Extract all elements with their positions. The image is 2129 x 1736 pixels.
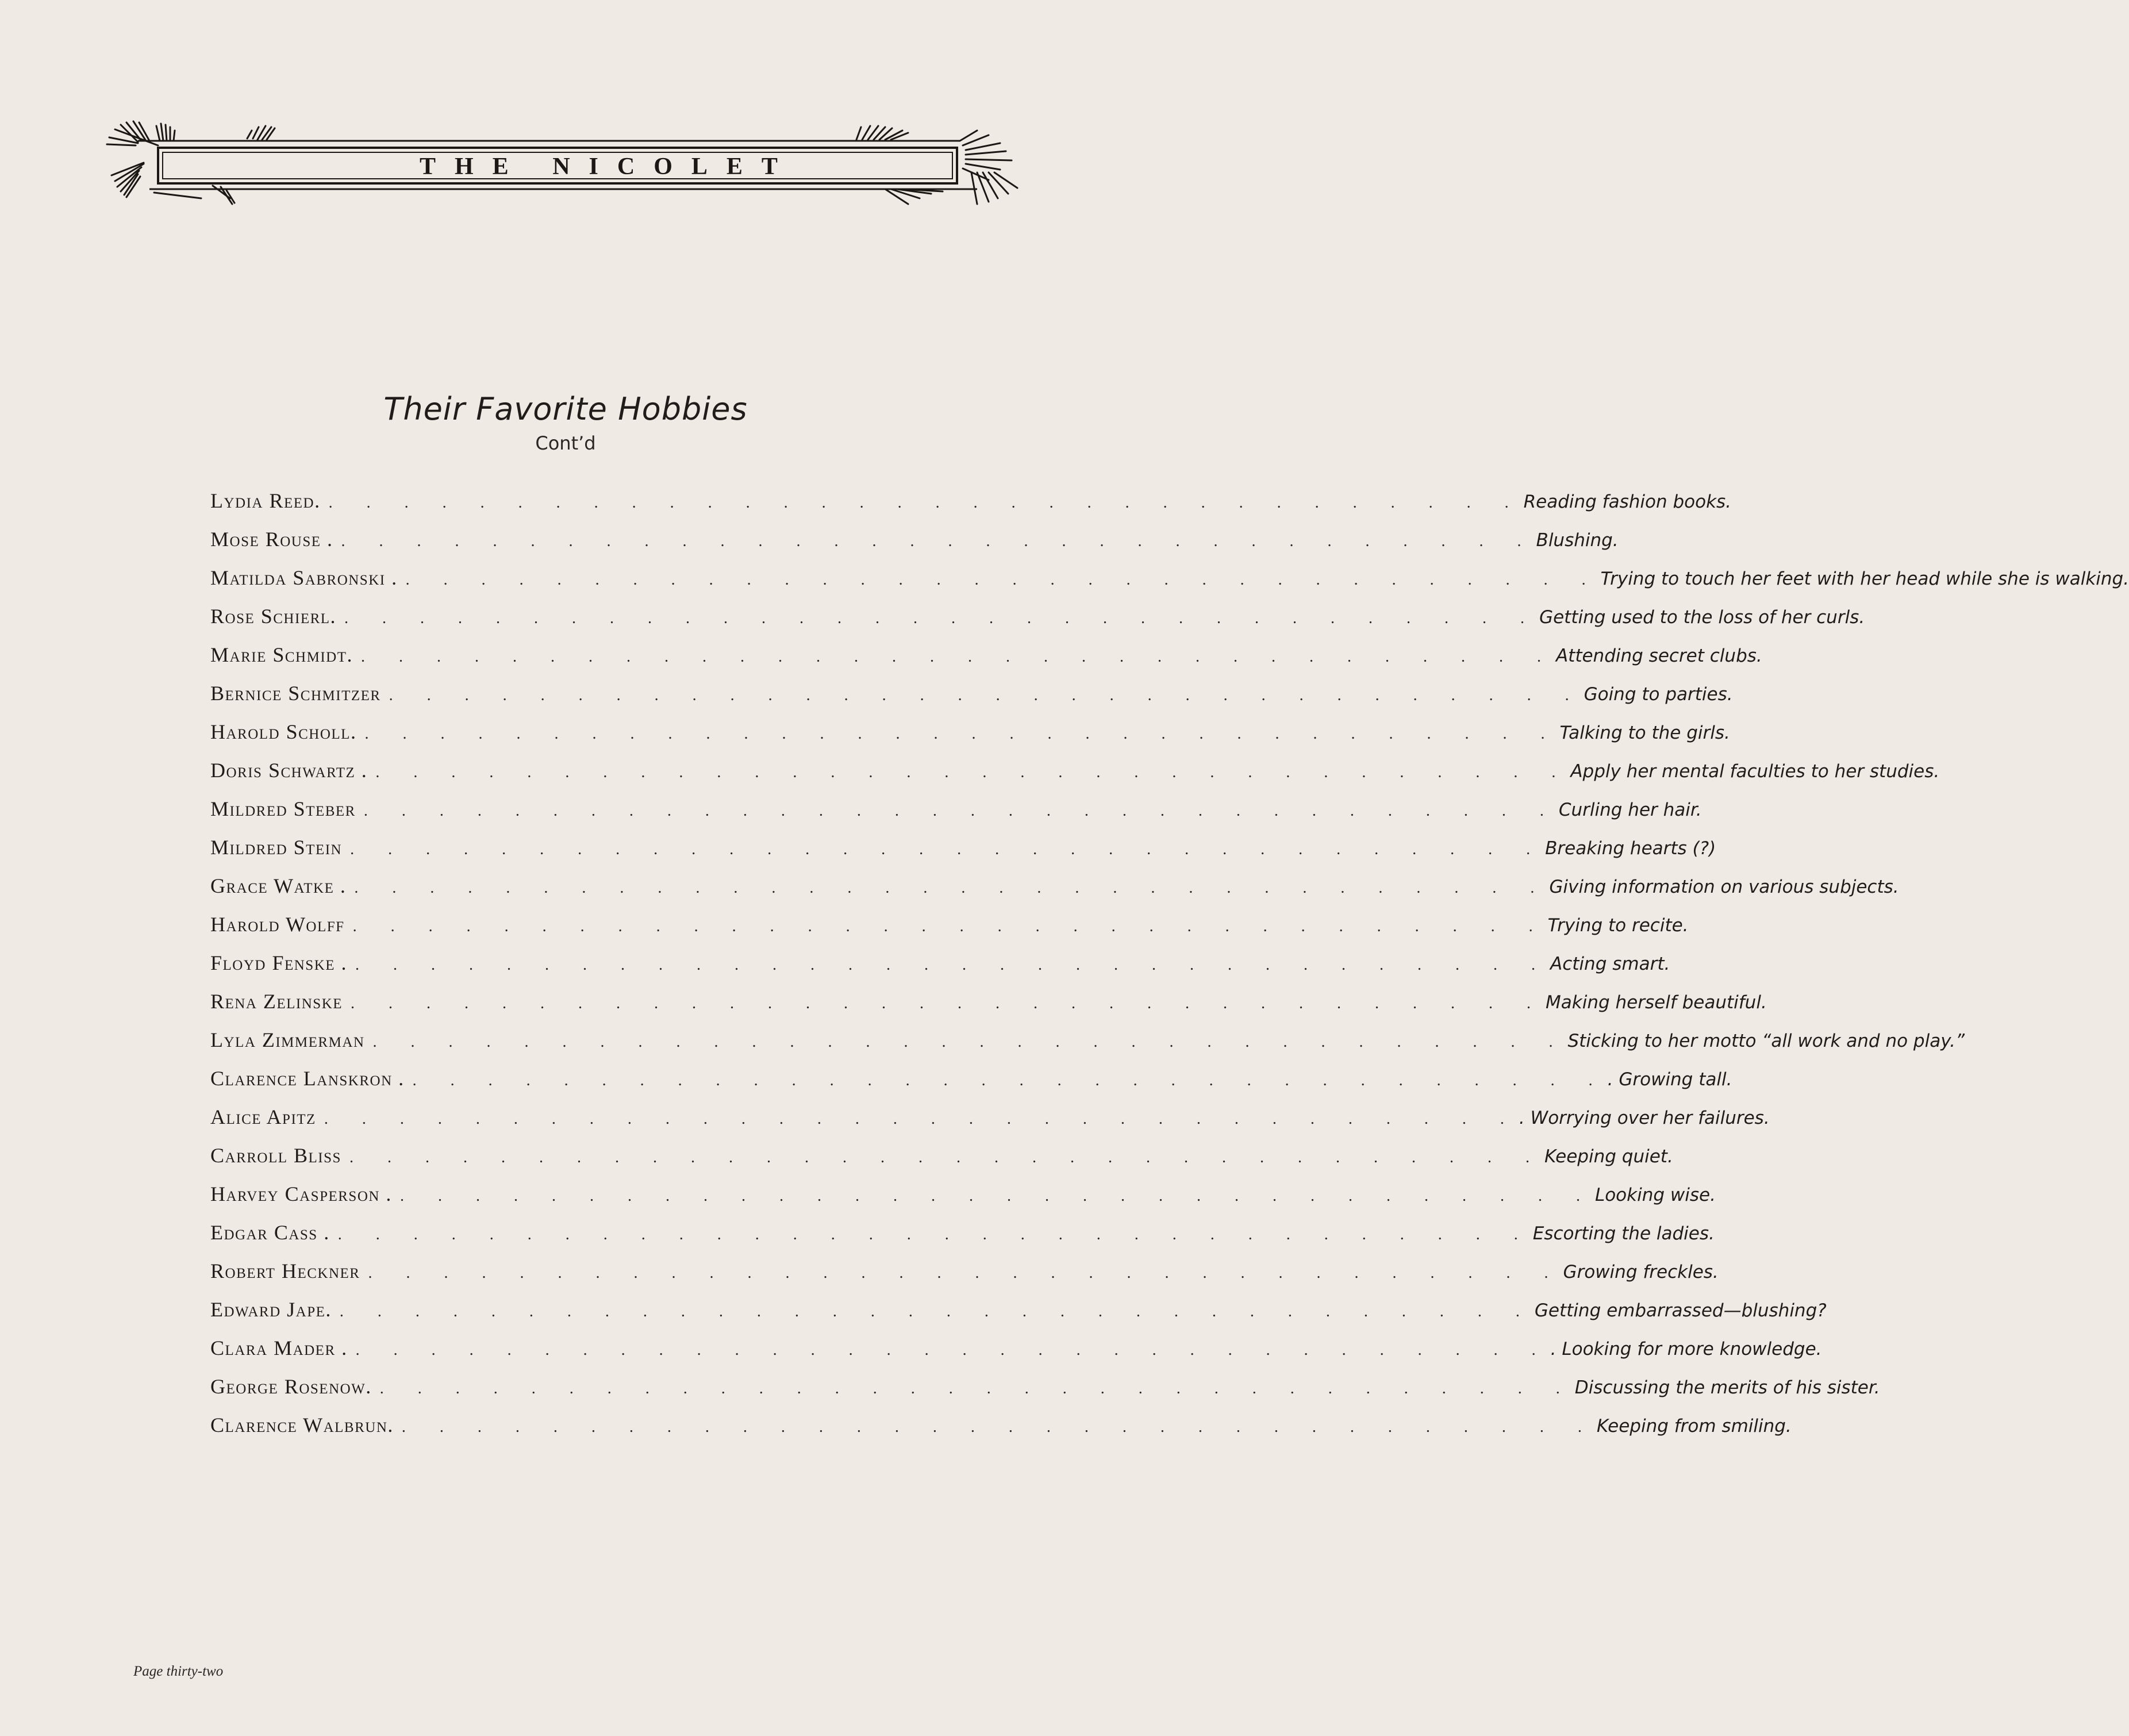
student-name: Mose Rouse . — [210, 528, 333, 551]
student-name: Harold Wolff — [210, 913, 345, 936]
hobby-text: Getting used to the loss of her curls. — [1539, 607, 1865, 628]
dot-leader: . . . . . . . . . . . . . . . . . . . . . . . . . . . . . . . . — [328, 494, 1524, 512]
list-item — [210, 905, 1689, 944]
hobby-text: Breaking hearts (?) — [1545, 838, 1716, 859]
list-item — [210, 867, 1899, 905]
hobby-text: . Growing tall. — [1607, 1069, 1732, 1090]
student-name: Alice Apitz — [210, 1105, 316, 1128]
hobby-text: Apply her mental faculties to her studies. — [1570, 761, 1940, 782]
student-name: Marie Schmidt. — [210, 643, 353, 666]
student-name: Clarence Walbrun. — [210, 1414, 394, 1437]
student-name: Clara Mader . — [210, 1336, 348, 1359]
list-item — [210, 828, 1716, 867]
list-item — [210, 1329, 1822, 1368]
dot-leader: . . . . . . . . . . . . . . . . . . . . . . . . . . . . . . . . — [412, 1071, 1608, 1089]
list-item — [210, 1021, 1965, 1059]
dot-leader: . . . . . . . . . . . . . . . . . . . . . . . . . . . . . . . . — [401, 1418, 1597, 1436]
hobby-text: Looking wise. — [1594, 1185, 1716, 1205]
student-name: Lydia Reed. — [210, 489, 321, 512]
dot-leader: . . . . . . . . . . . . . . . . . . . . . . . . . . . . . . . . — [364, 725, 1560, 743]
dot-leader: . . . . . . . . . . . . . . . . . . . . . . . . . . . . . . . . — [363, 802, 1559, 820]
student-name: Edward Jape. — [210, 1298, 332, 1321]
list-item — [210, 1252, 1719, 1291]
student-name: Clarence Lanskron . — [210, 1067, 405, 1090]
student-name: Harold Scholl. — [210, 720, 357, 743]
dot-leader: . . . . . . . . . . . . . . . . . . . . . . . . . . . . . . . . — [389, 686, 1584, 704]
dot-leader: . . . . . . . . . . . . . . . . . . . . . . . . . . . . . . . . — [337, 1226, 1533, 1243]
list-item — [210, 1406, 1792, 1445]
list-item — [210, 1175, 1716, 1213]
list-item — [210, 1136, 1673, 1175]
list-item — [210, 1368, 1880, 1406]
dot-leader: . . . . . . . . . . . . . . . . . . . . . . . . . . . . . . . . — [355, 956, 1551, 974]
student-name: Edgar Cass . — [210, 1221, 330, 1244]
dot-leader: . . . . . . . . . . . . . . . . . . . . . . . . . . . . . . . . — [372, 1033, 1568, 1051]
student-name: Rena Zelinske — [210, 990, 343, 1013]
student-name: Robert Heckner — [210, 1259, 360, 1282]
hobby-text: Reading fashion books. — [1523, 491, 1732, 512]
dot-leader: . . . . . . . . . . . . . . . . . . . . . . . . . . . . . . . . — [350, 840, 1546, 858]
hobby-text: Blushing. — [1536, 530, 1619, 551]
list-item — [210, 1098, 1770, 1136]
list-item — [210, 790, 1702, 828]
list-item — [210, 674, 1733, 713]
student-name: Mildred Stein — [210, 836, 343, 859]
dot-leader: . . . . . . . . . . . . . . . . . . . . . . . . . . . . . . . . — [344, 609, 1540, 627]
list-item — [210, 636, 1762, 674]
hobby-text: Sticking to her motto “all work and no play.” — [1567, 1031, 1965, 1051]
dot-leader: . . . . . . . . . . . . . . . . . . . . . . . . . . . . . . . . — [339, 1303, 1535, 1320]
hobby-text: Trying to touch her feet with her head while she is walking. — [1600, 569, 2129, 589]
banner-title: THE NICOLET — [420, 153, 797, 180]
hobby-text: . Worrying over her failures. — [1519, 1108, 1770, 1128]
list-item — [210, 713, 1730, 751]
hobby-text: . Looking for more knowledge. — [1550, 1339, 1822, 1359]
list-item — [210, 559, 2129, 597]
student-name: Rose Schierl. — [210, 605, 337, 628]
hobby-text: Making herself beautiful. — [1546, 992, 1767, 1013]
list-item — [210, 751, 1940, 790]
list-item — [210, 1291, 1827, 1329]
hobby-text: Attending secret clubs. — [1555, 646, 1762, 666]
dot-leader: . . . . . . . . . . . . . . . . . . . . . . . . . . . . . . . . — [351, 994, 1546, 1012]
hobby-text: Discussing the merits of his sister. — [1574, 1377, 1880, 1398]
hobby-text: Talking to the girls. — [1559, 723, 1730, 743]
dot-leader: . . . . . . . . . . . . . . . . . . . . . . . . . . . . . . . . — [375, 763, 1571, 781]
hobby-text: Going to parties. — [1584, 684, 1733, 705]
student-name: Bernice Schmitzer — [210, 682, 381, 705]
hobby-text: Trying to recite. — [1547, 915, 1689, 936]
student-name: Mildred Steber — [210, 797, 356, 820]
page-number: Page thirty-two — [133, 1664, 224, 1679]
hobby-text: Getting embarrassed—blushing? — [1534, 1300, 1827, 1321]
student-name: Matilda Sabronski . — [210, 566, 398, 589]
dot-leader: . . . . . . . . . . . . . . . . . . . . . . . . . . . . . . . . — [379, 1380, 1575, 1397]
dot-leader: . . . . . . . . . . . . . . . . . . . . . . . . . . . . . . . . — [352, 917, 1548, 935]
student-name: Doris Schwartz . — [210, 759, 368, 782]
dot-leader: . . . . . . . . . . . . . . . . . . . . . . . . . . . . . . . . — [360, 648, 1556, 666]
hobby-text: Curling her hair. — [1558, 800, 1702, 820]
list-item — [210, 520, 1619, 559]
header-banner — [103, 118, 1017, 210]
list-item — [210, 982, 1767, 1021]
hobbies-list — [210, 482, 2129, 1445]
student-name: Lyla Zimmerman — [210, 1028, 365, 1051]
list-item — [210, 597, 1865, 636]
page-subtitle: Cont’d — [535, 432, 596, 454]
hobby-text: Giving information on various subjects. — [1549, 877, 1899, 897]
dot-leader: . . . . . . . . . . . . . . . . . . . . . . . . . . . . . . . . — [324, 1110, 1519, 1128]
list-item — [210, 482, 1732, 520]
dot-leader: . . . . . . . . . . . . . . . . . . . . . . . . . . . . . . . . — [341, 532, 1536, 550]
hobby-text: Keeping quiet. — [1544, 1146, 1673, 1167]
student-name: Harvey Casperson . — [210, 1182, 392, 1205]
hobby-text: Keeping from smiling. — [1596, 1416, 1792, 1437]
page-title: Their Favorite Hobbies — [383, 391, 748, 427]
list-item — [210, 1213, 1715, 1252]
student-name: Floyd Fenske . — [210, 951, 348, 974]
dot-leader: . . . . . . . . . . . . . . . . . . . . . . . . . . . . . . . . — [399, 1187, 1595, 1205]
dot-leader: . . . . . . . . . . . . . . . . . . . . . . . . . . . . . . . . — [355, 1341, 1551, 1359]
dot-leader: . . . . . . . . . . . . . . . . . . . . . . . . . . . . . . . . — [354, 879, 1550, 897]
hobby-text: Acting smart. — [1550, 954, 1670, 974]
dot-leader: . . . . . . . . . . . . . . . . . . . . . . . . . . . . . . . . — [368, 1264, 1563, 1282]
student-name: Carroll Bliss — [210, 1144, 341, 1167]
hobby-text: Escorting the ladies. — [1532, 1223, 1715, 1244]
student-name: George Rosenow. — [210, 1375, 372, 1398]
list-item — [210, 1059, 1732, 1098]
dot-leader: . . . . . . . . . . . . . . . . . . . . . . . . . . . . . . . . — [349, 1149, 1544, 1166]
hobby-text: Growing freckles. — [1563, 1262, 1719, 1282]
dot-leader: . . . . . . . . . . . . . . . . . . . . . . . . . . . . . . . . — [405, 571, 1601, 589]
student-name: Grace Watke . — [210, 874, 347, 897]
list-item — [210, 944, 1670, 982]
